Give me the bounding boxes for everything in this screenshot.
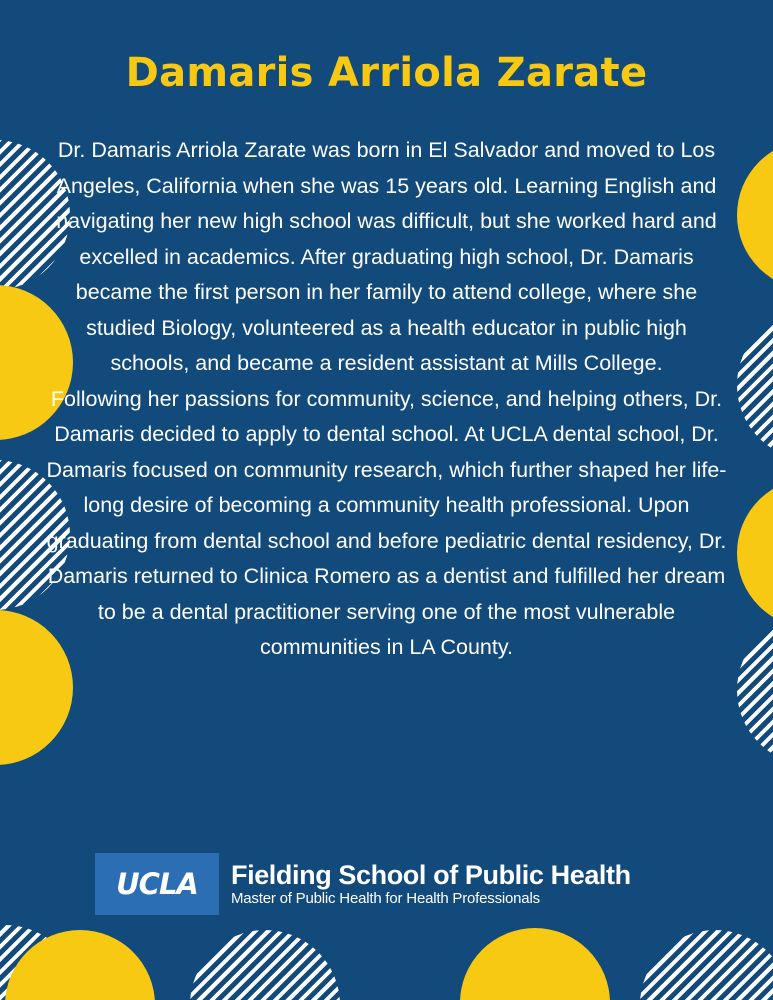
bio-paragraph-2: Following her passions for community, science, and helping others, Dr. Damaris decided to apply to dental school. At UCLA dental school, Dr. Damaris focused on community research, which further shaped her life-long desire of becoming a community health professional. Upon graduating from dental school and before pediatric dental residency, Dr. Damaris returned to Clinica Romero as a dentist and fulfilled her dream to be a dental practitioner serving one of the most vulnerable communities in LA County.: [46, 386, 727, 659]
yellow-circle-bottom-2: [460, 928, 610, 1000]
page-title: Damaris Arriola Zarate: [125, 50, 648, 96]
striped-circle-right-2: [737, 615, 773, 765]
bio-paragraph-1: Dr. Damaris Arriola Zarate was born in El Salvador and moved to Los Angeles, California when she was 15 years old. Learning English and navigating her new high school was difficult, but she worked hard and excelled in academics. After graduating high school, Dr. Damaris became the first person in her family to attend college, where she studied Biology, volunteered as a health educator in public high schools, and became a resident assistant at Mills College.: [56, 138, 717, 375]
school-name: Fielding School of Public Health: [231, 860, 631, 890]
school-text: [231, 860, 631, 908]
program-name: Master of Public Health for Health Professionals: [231, 890, 540, 907]
striped-circle-bottom-3: [640, 930, 773, 1000]
ucla-logo: UCLA: [95, 853, 219, 915]
yellow-circle-right-1: [737, 140, 773, 290]
biography-text: [45, 133, 728, 666]
striped-circle-bottom-2: [190, 930, 340, 1000]
striped-circle-right-1: [737, 310, 773, 460]
yellow-circle-right-2: [737, 478, 773, 628]
school-logo: [95, 853, 631, 915]
